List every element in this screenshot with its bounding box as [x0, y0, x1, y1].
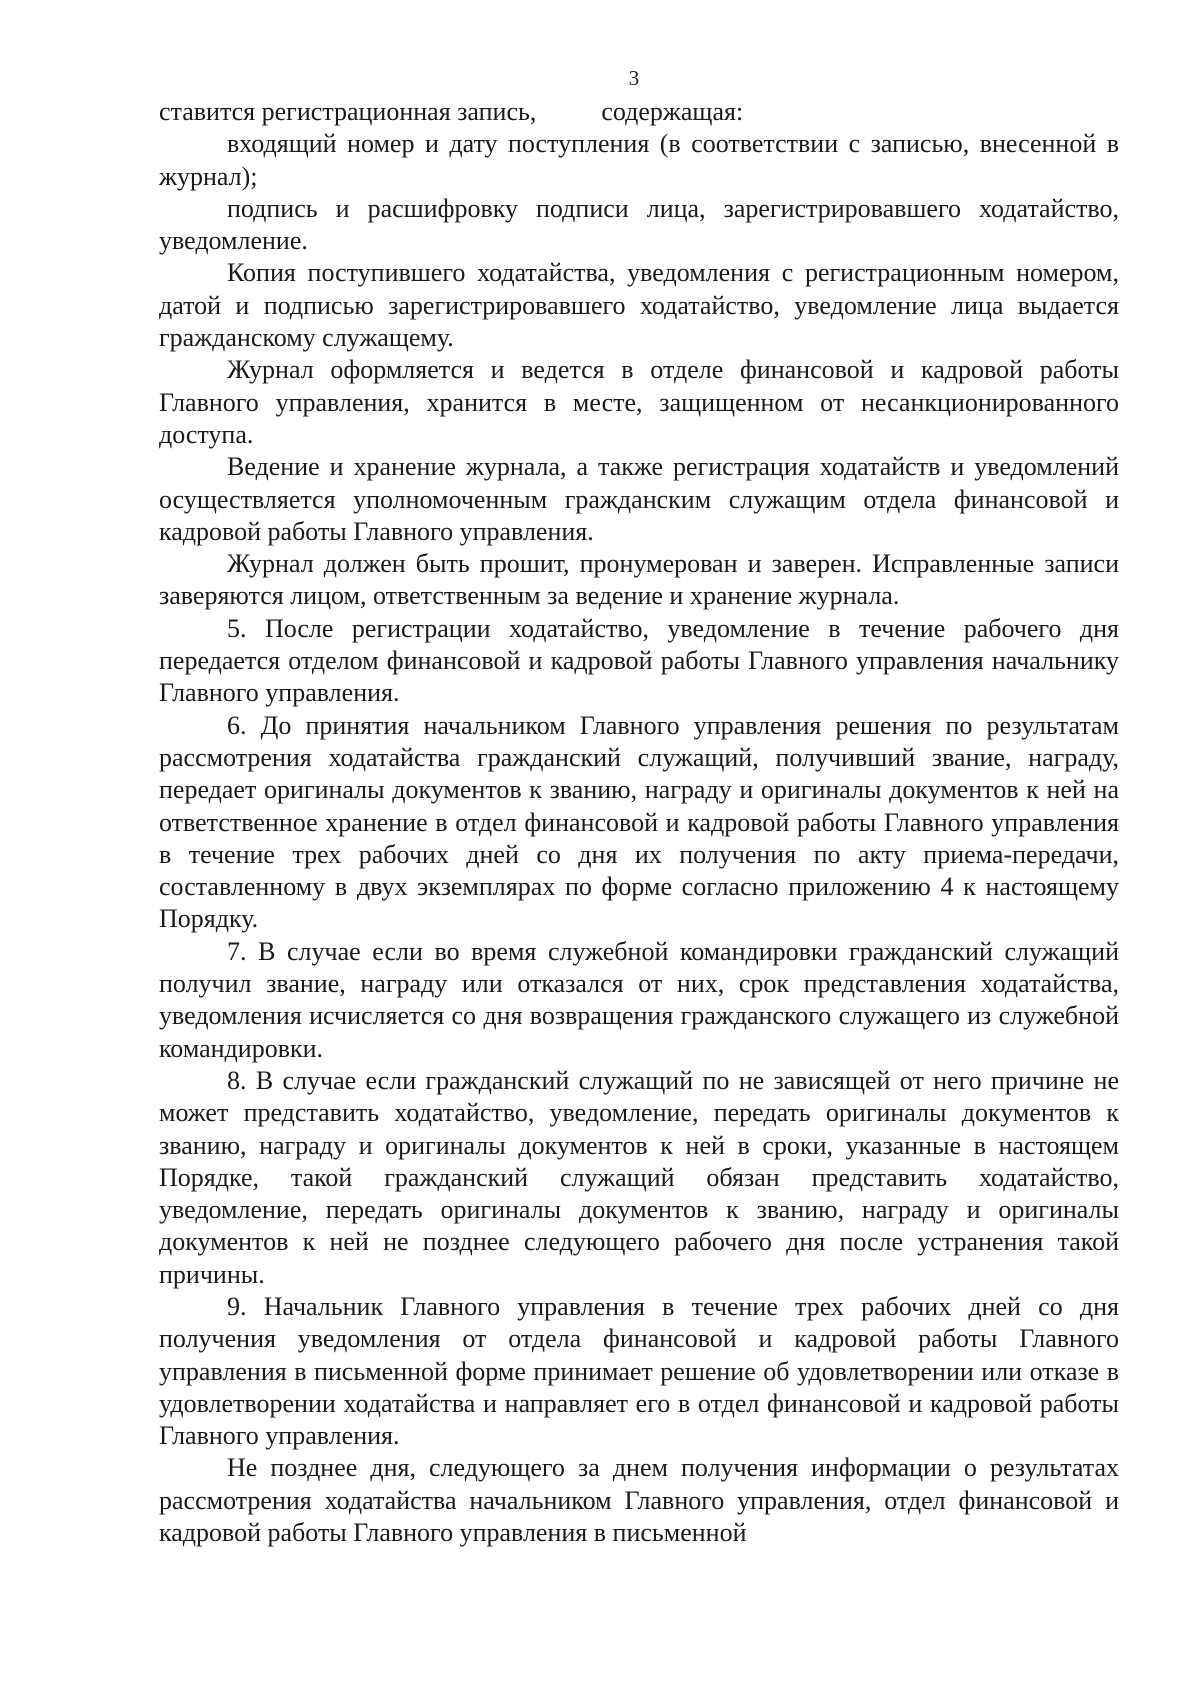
- page-number: 3: [628, 66, 640, 90]
- paragraph-10: 7. В случае если во время служебной командировки гражданский служащий получил звание, награду или отказался от них, срок представления ходатайства, уведомления исчисляется со дня возвращения гражданского служащего из служебной командировки.: [159, 936, 1119, 1063]
- paragraph-7: Журнал должен быть прошит, пронумерован и заверен. Исправленные записи заверяются лицом, ответственным за ведение и хранение журнала.: [159, 549, 1119, 611]
- paragraph-8: 5. После регистрации ходатайство, уведомление в течение рабочего дня передается отделом финансовой и кадровой работы Главного управления начальнику Главного управления.: [159, 613, 1119, 708]
- paragraph-5: Журнал оформляется и ведется в отделе финансовой и кадровой работы Главного управления, хранится в месте, защищенном от несанкционированного доступа.: [159, 355, 1119, 449]
- document-body: [159, 96, 1119, 1549]
- paragraph-3: подпись и расшифровку подписи лица, зарегистрировавшего ходатайство, уведомление.: [159, 193, 1119, 256]
- paragraph-2: входящий номер и дату поступления (в соответствии с записью, внесенной в журнал);: [159, 129, 1119, 191]
- paragraph-9: 6. До принятия начальником Главного управления решения по результатам рассмотрения ходатайства гражданский служащий, получивший звание, награду, передает оригиналы документов к званию, награду и оригиналы документов к ней на ответственное хранение в отдел финансовой и кадровой работы Главного управления в течение трех рабочих дней со дня их получения по акту приема-передачи, составленному в двух экземплярах по форме согласно приложению 4 к настоящему Порядку.: [159, 710, 1119, 934]
- paragraph-13: Не позднее дня, следующего за днем получения информации о результатах рассмотрения ходатайства начальником Главного управления, отдел финансовой и кадровой работы Главного управления в письменной: [159, 1453, 1119, 1548]
- paragraph-4: Копия поступившего ходатайства, уведомления с регистрационным номером, датой и подписью зарегистрировавшего ходатайство, уведомление лица выдается гражданскому служащему.: [159, 258, 1119, 353]
- paragraph-12: 9. Начальник Главного управления в течение трех рабочих дней со дня получения уведомления от отдела финансовой и кадровой работы Главного управления в письменной форме принимает решение об удовлетворении или отказе в удовлетворении ходатайства и направляет его в отдел финансовой и кадровой работы Главного управления.: [159, 1291, 1119, 1451]
- paragraph-6: Ведение и хранение журнала, а также регистрация ходатайств и уведомлений осуществляется уполномоченным гражданским служащим отдела финансовой и кадровой работы Главного управления.: [159, 452, 1119, 546]
- paragraph-1: ставится регистрационная запись, содержащая:: [159, 97, 744, 126]
- paragraph-11: 8. В случае если гражданский служащий по не зависящей от него причине не может представить ходатайство, уведомление, передать оригиналы документов к званию, награду и оригиналы документов к ней в сроки, указанные в настоящем Порядке, такой гражданский служащий обязан представить ходатайство, уведомление, передать оригиналы документов к званию, награду и оригиналы документов к ней не позднее следующего рабочего дня после устранения такой причины.: [159, 1065, 1119, 1289]
